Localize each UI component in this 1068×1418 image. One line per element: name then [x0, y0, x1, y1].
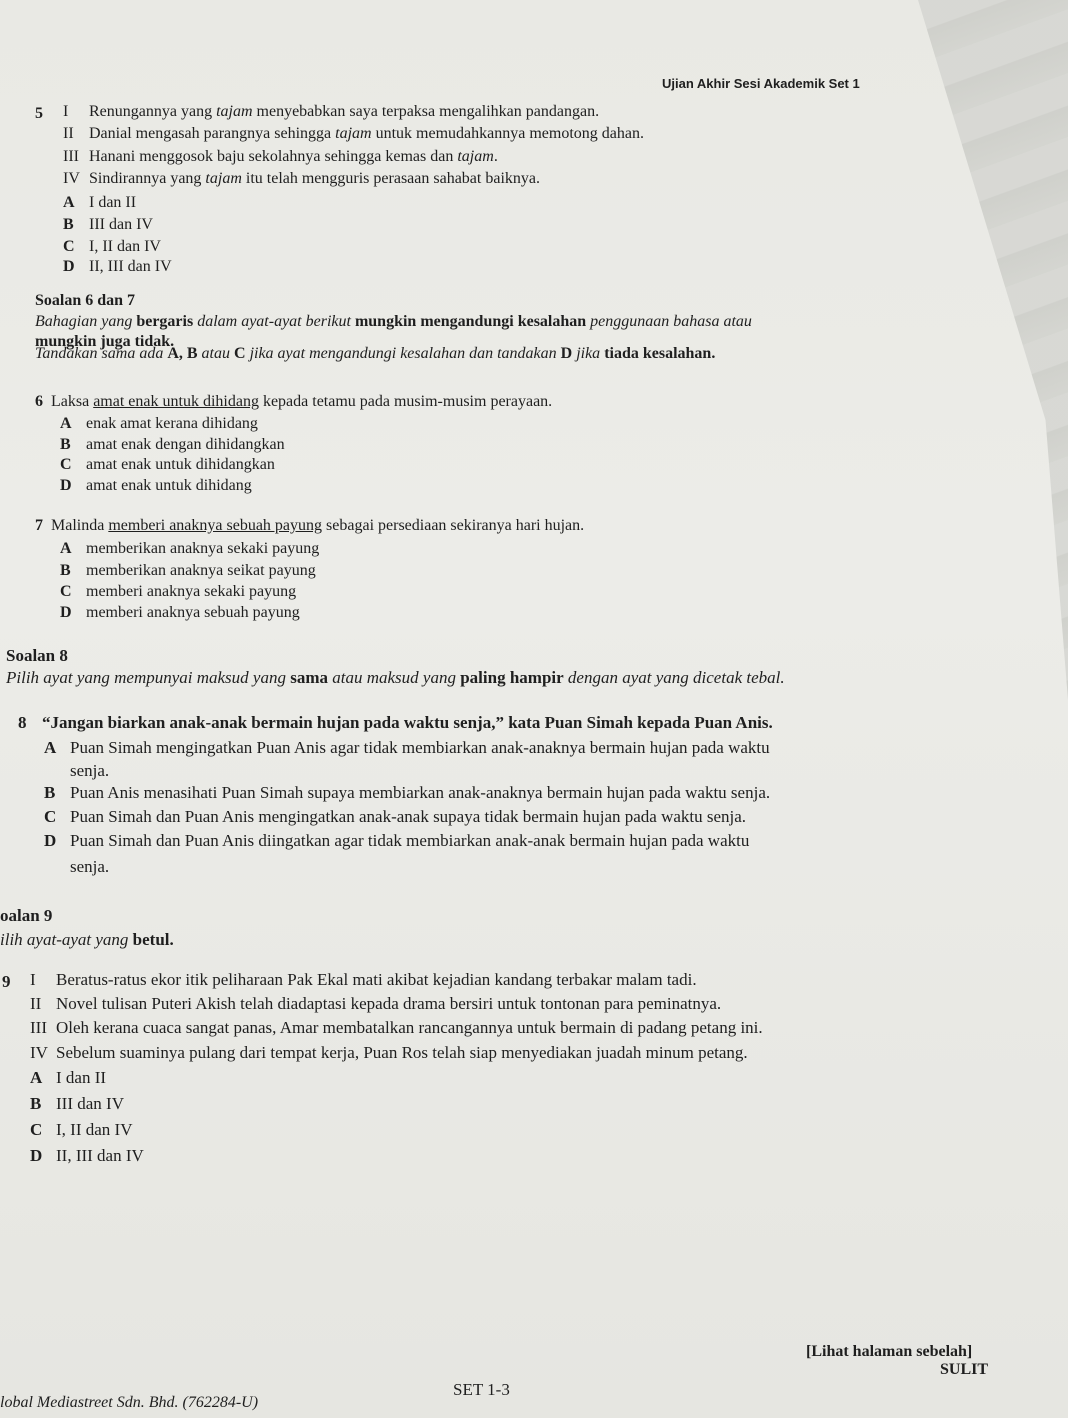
- q5-option-b[interactable]: B III dan IV: [63, 216, 153, 233]
- q9-statement: IV Sebelum suaminya pulang dari tempat kerja, Puan Ros telah siap menyediakan juadah minum petang.: [30, 1043, 748, 1062]
- q7-option-a[interactable]: A memberikan anaknya sekaki payung: [60, 540, 320, 557]
- q9-statement: I Beratus-ratus ekor itik peliharaan Pak Ekal mati akibat kejadian kandang terbakar malam tadi.: [30, 970, 697, 989]
- q9-statement: III Oleh kerana cuaca sangat panas, Amar membatalkan rancangannya untuk bermain di padang petang ini.: [30, 1018, 763, 1037]
- q8-option-a[interactable]: A Puan Simah mengingatkan Puan Anis agar tidak membiarkan anak-anaknya bermain hujan pada waktu: [44, 738, 770, 757]
- q5-option-a[interactable]: A I dan II: [63, 194, 137, 211]
- q5-statement: I Renungannya yang tajam menyebabkan saya terpaksa mengalihkan pandangan.: [63, 103, 600, 120]
- q9-number: 9: [2, 972, 11, 991]
- q8-option-d[interactable]: D Puan Simah dan Puan Anis diingatkan agar tidak membiarkan anak-anak bermain hujan pada waktu: [44, 831, 750, 850]
- q5-option-d[interactable]: D II, III dan IV: [63, 258, 172, 275]
- q5-statement: II Danial mengasah parangnya sehingga tajam untuk memudahkannya memotong dahan.: [63, 125, 644, 142]
- section-instruction-8: Pilih ayat yang mempunyai maksud yang sama atau maksud yang paling hampir dengan ayat yang dicetak tebal.: [6, 668, 785, 687]
- q9-option-a[interactable]: A I dan II: [30, 1068, 107, 1087]
- q8-option-d-cont: senja.: [70, 857, 110, 876]
- q6-option-d[interactable]: D amat enak untuk dihidang: [60, 477, 252, 494]
- q8-quote: “Jangan biarkan anak-anak bermain hujan pada waktu senja,” kata Puan Simah kepada Puan Anis.: [42, 713, 773, 732]
- q6-stem: 6 Laksa amat enak untuk dihidang kepada tetamu pada musim-musim perayaan.: [35, 393, 553, 410]
- q9-option-d[interactable]: D II, III dan IV: [30, 1146, 144, 1165]
- set-label: SET 1-3: [453, 1380, 510, 1399]
- q7-option-c[interactable]: C memberi anaknya sekaki payung: [60, 583, 297, 600]
- section-instruction-cont: mungkin juga tidak.: [35, 333, 175, 350]
- q9-statement: II Novel tulisan Puteri Akish telah diadaptasi kepada drama bersiri untuk tontonan para peminatnya.: [30, 994, 722, 1013]
- q6-option-c[interactable]: C amat enak untuk dihidangkan: [60, 456, 275, 473]
- section-heading-8: Soalan 8: [6, 646, 68, 665]
- q7-stem: 7 Malinda memberi anaknya sebuah payung sebagai persediaan sekiranya hari hujan.: [35, 517, 585, 534]
- q8-option-a-cont: senja.: [70, 761, 110, 780]
- q6-option-b[interactable]: B amat enak dengan dihidangkan: [60, 436, 285, 453]
- q7-option-b[interactable]: B memberikan anaknya seikat payung: [60, 562, 316, 579]
- q5-statement: III Hanani menggosok baju sekolahnya sehingga kemas dan tajam.: [63, 148, 498, 165]
- q5-option-c[interactable]: C I, II dan IV: [63, 238, 161, 255]
- next-page-note: [Lihat halaman sebelah]: [806, 1343, 973, 1360]
- section-instruction: Bahagian yang bergaris dalam ayat-ayat berikut mungkin mengandungi kesalahan penggunaan bahasa atau: [35, 313, 752, 330]
- paper-stack-edge: [918, 0, 1068, 700]
- section-heading-6-7: Soalan 6 dan 7: [35, 292, 136, 309]
- q8-number: 8: [18, 713, 27, 732]
- sulit-label: SULIT: [940, 1361, 989, 1378]
- section-instruction-2: Tandakan sama ada A, B atau C jika ayat mengandungi kesalahan dan tandakan D jika tiada kesalahan.: [35, 345, 716, 362]
- publisher-line: lobal Mediastreet Sdn. Bhd. (762284-U): [0, 1394, 259, 1411]
- q6-option-a[interactable]: A enak amat kerana dihidang: [60, 415, 258, 432]
- q5-number: 5: [35, 105, 43, 122]
- q9-option-b[interactable]: B III dan IV: [30, 1094, 124, 1113]
- q8-option-b[interactable]: B Puan Anis menasihati Puan Simah supaya membiarkan anak-anaknya bermain hujan pada waktu senja.: [44, 783, 771, 802]
- section-instruction-9: ilih ayat-ayat yang betul.: [0, 930, 174, 949]
- page-header: Ujian Akhir Sesi Akademik Set 1: [662, 76, 860, 91]
- q7-option-d[interactable]: D memberi anaknya sebuah payung: [60, 604, 300, 621]
- q8-option-c[interactable]: C Puan Simah dan Puan Anis mengingatkan anak-anak supaya tidak bermain hujan pada waktu senja.: [44, 807, 747, 826]
- q9-option-c[interactable]: C I, II dan IV: [30, 1120, 133, 1139]
- q5-statement: IV Sindirannya yang tajam itu telah mengguris perasaan sahabat baiknya.: [63, 170, 540, 187]
- section-heading-9: oalan 9: [0, 906, 53, 925]
